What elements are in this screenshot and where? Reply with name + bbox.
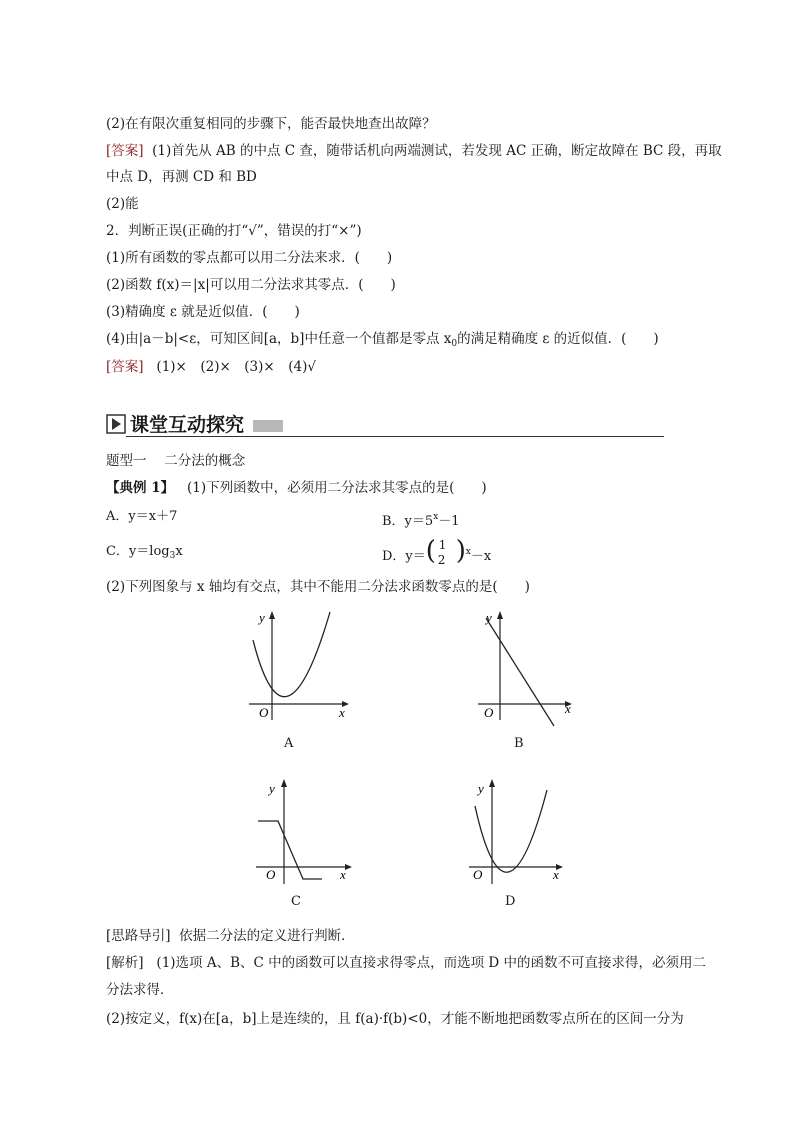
graph-d-y-label: y: [478, 781, 484, 796]
option-b-post: －1: [438, 514, 460, 529]
graph-c-origin: O: [266, 867, 276, 882]
judge-item-4-post: 的满足精确度 ε 的近似值．( ): [457, 331, 659, 347]
right-paren: ): [455, 536, 466, 566]
option-d-pre: D．y＝: [382, 549, 426, 564]
graph-b-origin: O: [484, 705, 494, 720]
type-title: 题型一 二分法的概念: [106, 453, 246, 469]
example-tag: 【典例 1】: [106, 480, 175, 496]
judge-answer: [106, 358, 316, 376]
option-c-pre: C．y＝log: [106, 544, 170, 559]
example-question-1: [106, 479, 487, 497]
guide-tag: [思路导引]: [106, 928, 171, 944]
analysis-line-1: [106, 954, 706, 972]
graph-a-x-label: x: [339, 705, 345, 720]
graph-a: [243, 608, 358, 728]
graph-c-y-label: y: [269, 781, 275, 796]
graph-c-x-label: x: [340, 867, 346, 882]
graph-a-caption: A: [284, 736, 294, 751]
graph-d-origin: O: [473, 867, 483, 882]
question-2: (2)在有限次重复相同的步骤下，能否最快地查出故障？: [106, 116, 436, 132]
judge-item-1: (1)所有函数的零点都可以用二分法来求．( ): [106, 250, 393, 266]
judge-answer-text: (1)× (2)× (3)× (4)√: [156, 359, 316, 375]
graph-c-caption: C: [291, 894, 301, 909]
guide-text: 依据二分法的定义进行判断．: [179, 928, 355, 944]
option-a: A．y＝x＋7: [106, 509, 178, 524]
graph-c: [250, 776, 365, 888]
judge-title: 2．判断正误(正确的打“√”，错误的打“×”): [106, 223, 362, 239]
section-title: 课堂互动探究: [130, 414, 245, 436]
option-b-sup: x: [433, 512, 439, 522]
graph-b-caption: B: [514, 736, 524, 751]
judge-item-2: (2)函数 f(x)＝|x|可以用二分法求其零点．( ): [106, 277, 396, 293]
section-decor-block: [253, 420, 283, 432]
left-paren: (: [425, 536, 436, 566]
judge-item-4-sub: 0: [451, 339, 458, 349]
answer-line-1b: 中点 D，再测 CD 和 BD: [106, 169, 257, 185]
analysis-line-1b: 分法求得．: [106, 982, 174, 998]
option-c-post: x: [175, 544, 183, 559]
example-question-2: (2)下列图象与 x 轴均有交点，其中不能用二分法求函数零点的是( ): [106, 579, 530, 595]
graph-b-x-label: x: [565, 701, 571, 716]
play-arrow-icon: [106, 414, 126, 434]
graph-b-line: [486, 618, 554, 726]
answer-line-1: [106, 142, 722, 160]
answer-line-2: (2)能: [106, 196, 139, 212]
graph-d: [463, 776, 578, 888]
option-d-num: 1: [438, 538, 447, 552]
graph-d-caption: D: [505, 894, 516, 909]
answer-tag: [答案]: [106, 143, 144, 159]
option-d: [382, 536, 492, 567]
option-d-post: －x: [470, 549, 492, 564]
example-q1-text: (1)下列函数中，必须用二分法求其零点的是( ): [186, 480, 487, 496]
option-d-fraction: [425, 536, 466, 567]
answer-text-1: (1)首先从 AB 的中点 C 查，随带话机向两端测试，若发现 AC 正确，断定故障在 BC 段，再取: [152, 143, 722, 159]
option-d-den: 2: [437, 553, 446, 567]
judge-item-3: (3)精确度 ε 就是近似值．( ): [106, 304, 300, 320]
graph-b-y-label: y: [486, 610, 492, 625]
option-d-sup: x: [465, 547, 471, 557]
section-underline: [126, 436, 664, 437]
option-b-pre: B．y＝5: [382, 514, 434, 529]
option-b: [382, 508, 460, 531]
judge-item-4: [106, 330, 659, 353]
option-c-sub: 3: [169, 551, 176, 561]
graph-a-y-label: y: [259, 610, 265, 625]
graph-b: [472, 608, 587, 728]
graph-d-x-label: x: [553, 867, 559, 882]
analysis-line-2: (2)按定义，f(x)在[a，b]上是连续的，且 f(a)·f(b)<0，才能不断地把函数零点所在的区间一分为: [106, 1011, 684, 1027]
option-c: [106, 543, 183, 565]
analysis-tag: [解析]: [106, 955, 144, 971]
graph-d-curve: [475, 790, 547, 872]
analysis-text-1: (1)选项 A、B、C 中的函数可以直接求得零点，而选项 D 中的函数不可直接求得，必须用二: [156, 955, 707, 971]
judge-item-4-pre: (4)由|a－b|<ε，可知区间[a，b]中任意一个值都是零点 x: [106, 331, 452, 347]
section-header: [106, 412, 664, 438]
judge-answer-tag: [答案]: [106, 359, 144, 375]
graph-a-origin: O: [259, 705, 269, 720]
guide-line: [106, 927, 355, 945]
